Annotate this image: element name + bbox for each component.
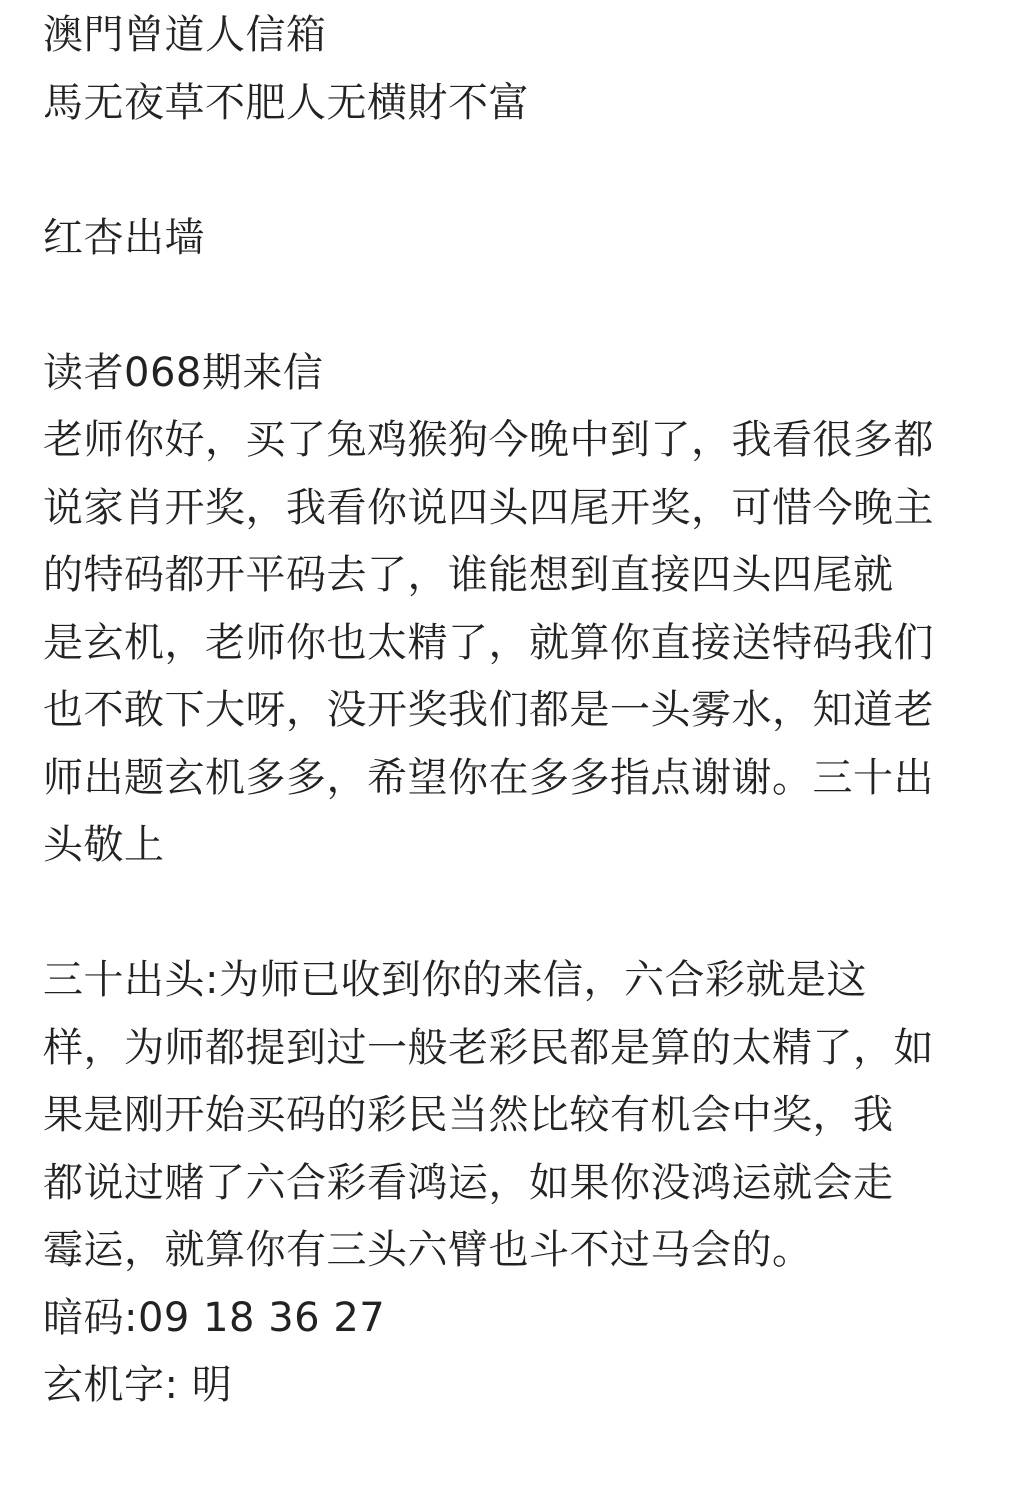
reply-line: 果是刚开始买码的彩民当然比较有机会中奖，我 — [43, 1092, 894, 1138]
reply-line: 霉运，就算你有三头六臂也斗不过马会的。 — [43, 1227, 813, 1273]
reply-line: 都说过赌了六合彩看鸿运，如果你没鸿运就会走 — [43, 1159, 894, 1206]
spacer — [43, 880, 983, 948]
mailbox-title: 澳門曾道人信箱 — [43, 12, 327, 58]
reply-line: 样，为师都提到过一般老彩民都是算的太精了，如 — [43, 1024, 934, 1071]
mailbox-motto: 馬无夜草不肥人无横財不富 — [43, 79, 529, 126]
secret-code: 暗码:09 18 36 27 — [43, 1294, 386, 1341]
letter-line: 说家肖开奖，我看你说四头四尾开奖，可惜今晚主 — [43, 484, 934, 531]
reply-line: 三十出头:为师已收到你的来信，六合彩就是这 — [43, 957, 867, 1003]
spacer — [43, 137, 983, 205]
letter-line: 是玄机，老师你也太精了，就算你直接送特码我们 — [43, 619, 934, 666]
document-body — [43, 2, 983, 1420]
letter-line: 也不敢下大呀，没开奖我们都是一头雾水，知道老 — [43, 687, 934, 733]
keyword-line: 玄机字: 明 — [43, 1362, 233, 1408]
letter-line: 师出题玄机多多，希望你在多多指点谢谢。三十出 — [43, 754, 934, 801]
spacer — [43, 272, 983, 340]
letter-line: 老师你好，买了兔鸡猴狗今晚中到了，我看很多都 — [43, 417, 934, 463]
riddle-title: 红杏出墙 — [43, 214, 205, 261]
letter-line: 的特码都开平码去了，谁能想到直接四头四尾就 — [43, 552, 894, 598]
letter-signature: 头敬上 — [43, 822, 165, 868]
letter-heading: 读者068期来信 — [43, 349, 324, 396]
